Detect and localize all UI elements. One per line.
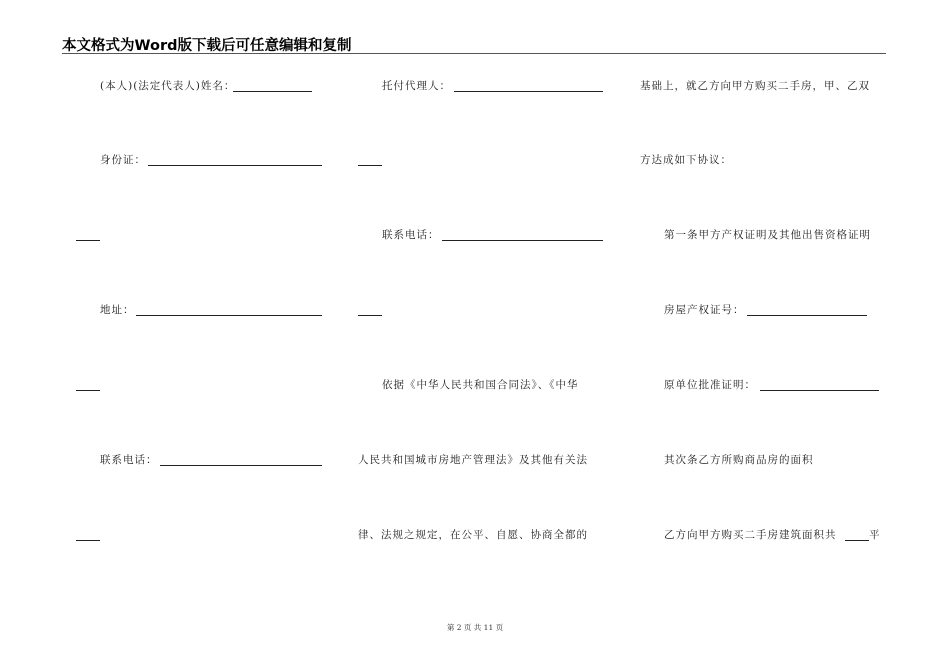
address-blank-continued [76,390,100,391]
address-blank [136,315,322,316]
id-blank-continued [76,240,100,241]
agent-blank [454,91,603,92]
agent-blank-continued [358,165,382,166]
address-label: 地址： [100,304,135,316]
property-cert-label: 房屋产权证号： [664,304,745,316]
paragraph-line-5: 方达成如下协议： [640,154,732,166]
approval-label: 原单位批准证明： [664,379,756,391]
approval-blank [760,390,879,391]
agent-phone-blank-continued [358,315,382,316]
paragraph-line-3: 律、法规之规定，在公平、自愿、协商全都的 [358,529,588,541]
paragraph-line-1: 依据《中华人民共和国合同法》、《中华 [382,379,579,391]
property-cert-blank [747,315,867,316]
paragraph-line-4: 基础上，就乙方向甲方购买二手房，甲、乙双 [640,80,870,92]
area-suffix: 平 [869,529,881,541]
document-header-title: 本文格式为Word版下载后可任意编辑和复制 [62,38,352,54]
id-blank [148,165,322,166]
paragraph-line-2: 人民共和国城市房地产管理法》及其他有关法 [358,454,588,466]
phone-blank-continued [76,540,100,541]
article-1-title: 第一条甲方产权证明及其他出售资格证明 [664,229,871,241]
id-label: 身份证： [100,154,146,166]
page-number: 第 2 页 共 11 页 [446,623,504,632]
agent-phone-label: 联系电话： [382,229,440,241]
agent-phone-blank [442,240,603,241]
article-2-title: 其次条乙方所购商品房的面积 [664,454,814,466]
phone-label: 联系电话： [100,454,158,466]
agent-label: 托付代理人： [382,80,451,92]
area-blank [845,540,869,541]
phone-blank [160,465,322,466]
name-label: (本人)(法定代表人)姓名： [100,80,236,92]
header-divider [62,53,886,54]
area-prefix: 乙方向甲方购买二手房建筑面积共 [664,529,837,541]
name-blank [233,91,312,92]
